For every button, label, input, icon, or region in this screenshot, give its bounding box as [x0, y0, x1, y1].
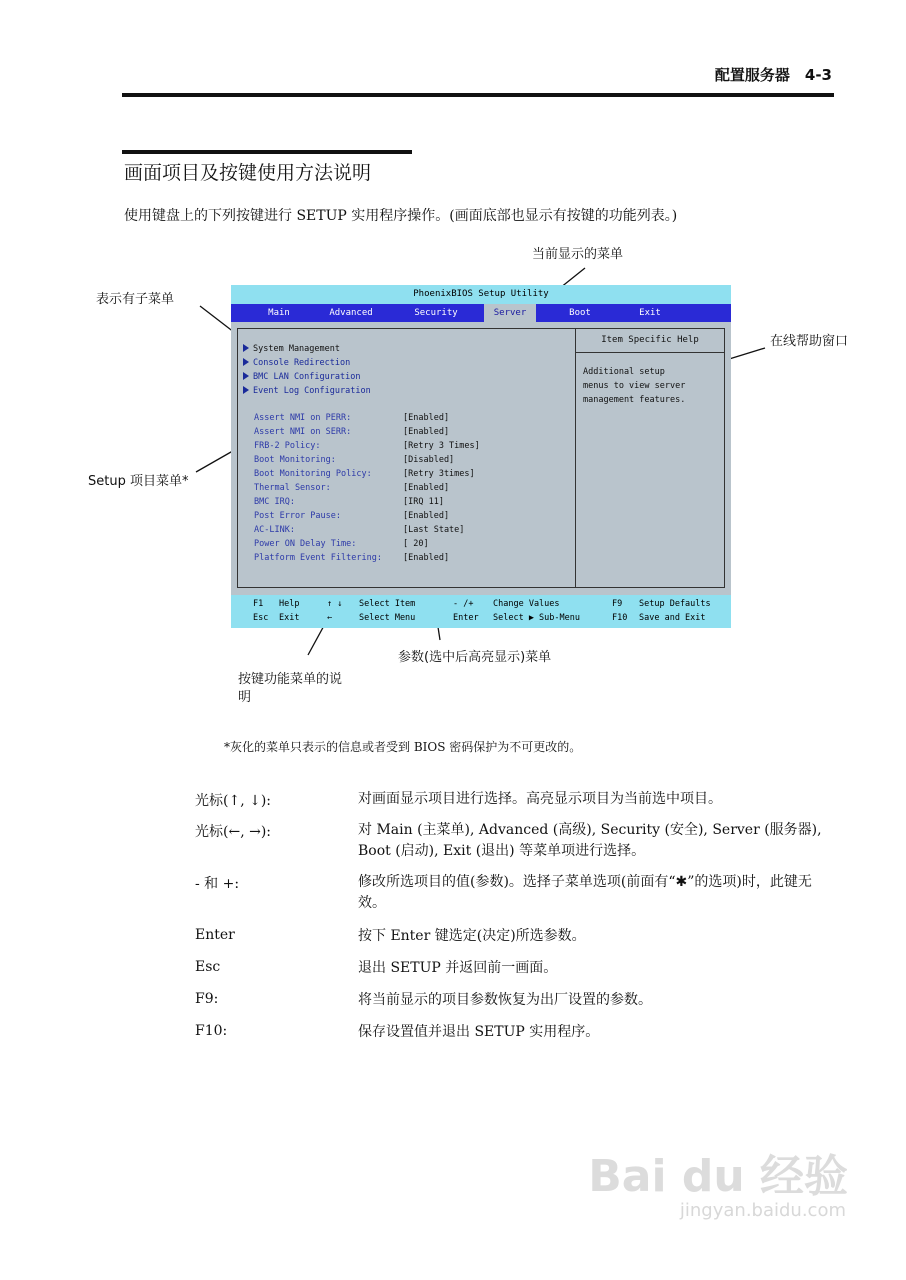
tab-main[interactable]: Main: [268, 308, 290, 318]
submenu-console-redirection[interactable]: Console Redirection: [243, 357, 350, 370]
key-select-item-label: Select Item: [359, 599, 416, 609]
item-label[interactable]: Assert NMI on SERR:: [254, 427, 352, 437]
section-title: 画面项目及按键使用方法说明: [124, 162, 372, 184]
callout-online-help: 在线帮助窗口: [770, 334, 849, 349]
desc-cursor-updown: 对画面显示项目进行选择。高亮显示项目为当前选中项目。: [358, 791, 722, 807]
key-enter-desc: Enter: [195, 927, 235, 943]
key-updown: ↑ ↓: [327, 599, 343, 609]
item-value[interactable]: [IRQ 11]: [403, 497, 444, 507]
bios-title: PhoenixBIOS Setup Utility: [231, 285, 731, 304]
item-label[interactable]: Boot Monitoring Policy:: [254, 469, 372, 479]
key-f9: F9: [612, 599, 623, 609]
key-f1: F1: [253, 599, 264, 609]
bios-screen: [231, 285, 731, 628]
submenu-arrow-icon: [243, 358, 249, 366]
bios-panel-divider: [575, 328, 576, 588]
watermark-logo: Bai du 经验: [588, 1151, 848, 1202]
key-minusplus: - /+: [453, 599, 474, 609]
key-cursor-updown: 光标(↑, ↓):: [195, 793, 272, 809]
callout-key-desc: 按键功能菜单的说: [238, 672, 343, 687]
desc-minus-plus: 修改所选项目的值(参数)。选择子菜单选项(前面有“✱”的选项)时，此键无效。: [358, 874, 812, 911]
item-label[interactable]: Power ON Delay Time:: [254, 539, 357, 549]
item-label[interactable]: Thermal Sensor:: [254, 483, 331, 493]
key-f9-desc: F9:: [195, 991, 219, 1007]
help-text: [583, 365, 719, 407]
key-select-sub-label: Select ▶ Sub-Menu: [493, 613, 580, 623]
item-value[interactable]: [ 20]: [403, 539, 429, 549]
item-label[interactable]: Platform Event Filtering:: [254, 553, 382, 563]
item-value[interactable]: [Retry 3 Times]: [403, 441, 480, 451]
help-line: menus to view server: [583, 381, 686, 391]
key-save-exit-label: Save and Exit: [639, 613, 706, 623]
key-setup-defaults-label: Setup Defaults: [639, 599, 711, 609]
submenu-arrow-icon: [243, 344, 249, 352]
item-label[interactable]: Assert NMI on PERR:: [254, 413, 352, 423]
item-label[interactable]: Boot Monitoring:: [254, 455, 336, 465]
key-cursor-leftright: 光标(←, →):: [195, 824, 272, 840]
desc-cursor-leftright: 对 Main (主菜单), Advanced (高级), Security (安全), Server (服务器), Boot (启动), Exit (退出) 等菜单项进行选择。: [358, 822, 822, 859]
callout-current-menu: 当前显示的菜单: [532, 247, 624, 262]
item-label[interactable]: Post Error Pause:: [254, 511, 341, 521]
bios-menubar: [231, 304, 731, 322]
asterisk-note: *灰化的菜单只表示的信息或者受到 BIOS 密码保护为不可更改的。: [224, 740, 582, 754]
callout-params: 参数(选中后高亮显示)菜单: [398, 650, 552, 665]
item-value[interactable]: [Enabled]: [403, 427, 450, 437]
tab-server[interactable]: Server: [484, 304, 536, 322]
item-label[interactable]: AC-LINK:: [254, 525, 295, 535]
bios-key-legend: [231, 595, 731, 628]
callout-setup-items: Setup 项目菜单*: [88, 474, 189, 489]
tab-security[interactable]: Security: [414, 308, 458, 318]
tab-boot[interactable]: Boot: [569, 308, 591, 318]
key-esc: Esc: [253, 613, 269, 623]
key-f10: F10: [612, 613, 628, 623]
tab-exit[interactable]: Exit: [639, 308, 661, 318]
intro-text: 使用键盘上的下列按键进行 SETUP 实用程序操作。(画面底部也显示有按键的功能列表。): [124, 208, 678, 224]
page-header: 配置服务器 4-3: [714, 66, 832, 84]
key-exit-label: Exit: [279, 613, 300, 623]
item-value[interactable]: [Disabled]: [403, 455, 455, 465]
item-value[interactable]: [Retry 3times]: [403, 469, 475, 479]
key-f10-desc: F10:: [195, 1023, 228, 1039]
item-value[interactable]: [Enabled]: [403, 483, 450, 493]
key-esc-desc: Esc: [195, 959, 221, 975]
key-help-label: Help: [279, 599, 300, 609]
desc-enter: 按下 Enter 键选定(决定)所选参数。: [358, 928, 586, 944]
item-label[interactable]: BMC IRQ:: [254, 497, 295, 507]
key-select-menu-label: Select Menu: [359, 613, 416, 623]
desc-f9: 将当前显示的项目参数恢复为出厂设置的参数。: [358, 992, 652, 1008]
key-change-values-label: Change Values: [493, 599, 560, 609]
tab-advanced[interactable]: Advanced: [329, 308, 373, 318]
key-minus-plus: - 和 +:: [195, 876, 240, 892]
desc-f10: 保存设置值并退出 SETUP 实用程序。: [358, 1024, 600, 1040]
desc-esc: 退出 SETUP 并返回前一画面。: [358, 960, 558, 976]
item-value[interactable]: [Last State]: [403, 525, 465, 535]
help-line: Additional setup: [583, 367, 665, 377]
submenu-arrow-icon: [243, 386, 249, 394]
submenu-event-log[interactable]: Event Log Configuration: [243, 385, 371, 398]
callout-key-desc-cont: 明: [238, 690, 252, 705]
key-leftright: ←: [327, 613, 333, 623]
item-value[interactable]: [Enabled]: [403, 511, 450, 521]
submenu-arrow-icon: [243, 372, 249, 380]
submenu-bmc-lan[interactable]: BMC LAN Configuration: [243, 371, 360, 384]
key-enter: Enter: [453, 613, 479, 623]
item-label[interactable]: FRB-2 Policy:: [254, 441, 321, 451]
help-line: management features.: [583, 395, 686, 405]
callout-submenu-indicator: 表示有子菜单: [96, 292, 175, 307]
item-value[interactable]: [Enabled]: [403, 413, 450, 423]
help-title: Item Specific Help: [576, 328, 724, 353]
watermark-url: jingyan.baidu.com: [679, 1200, 846, 1221]
submenu-system-management[interactable]: System Management: [243, 343, 340, 356]
item-value[interactable]: [Enabled]: [403, 553, 450, 563]
